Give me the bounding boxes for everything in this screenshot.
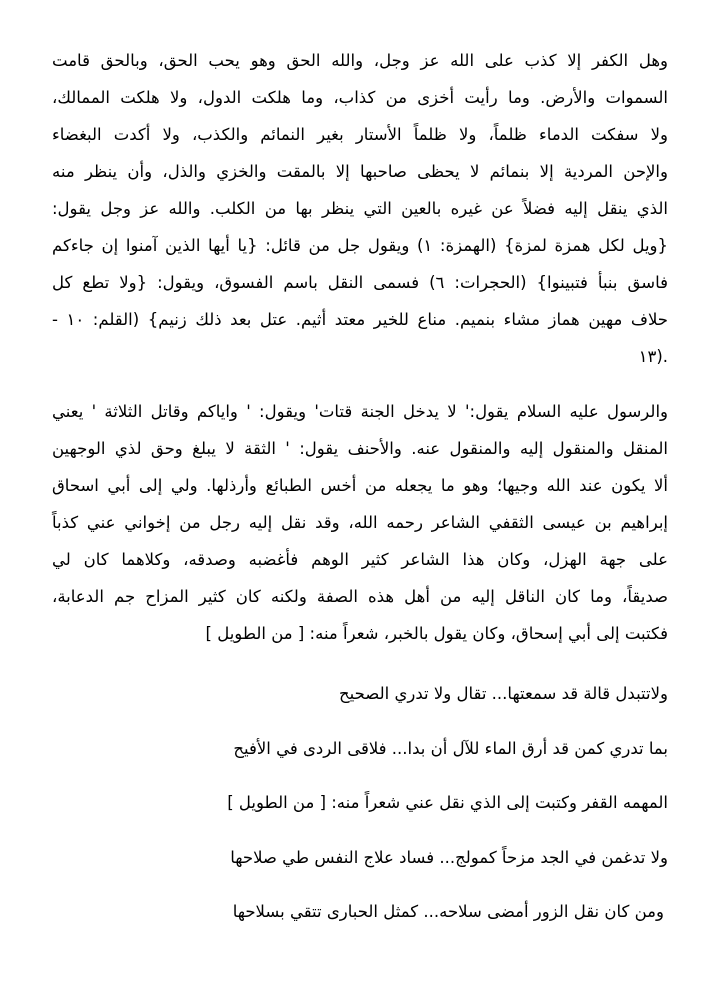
verse-line-1: ولاتتبدل قالة قد سمعتها... تقال ولا تدري الصحيح	[339, 684, 668, 703]
paragraph-1-line-3: ولا سفكت الدماء ظلماً، ولا ظلماً الأستار بغير النمائم والكذب، ولا أكدت البغضاء	[52, 125, 668, 144]
verse-line-4: ولا تدغمن في الجد مزحاً كمولج... فساد علاج النفس طي صلاحها	[230, 848, 668, 867]
paragraph-2-line-4: إبراهيم بن عيسى الثقفي الشاعر رحمه الله، وقد نقل إليه رجل من إخواني عني كذباً	[52, 513, 668, 532]
paragraph-1-line-1: وهل الكفر إلا كذب على الله عز وجل، والله الحق وهو يحب الحق، وبالحق قامت	[52, 51, 668, 70]
paragraph-2-line-7: فكتبت إلى أبي إسحاق، وكان يقول بالخبر، شعراً منه: [ من الطويل ]	[205, 624, 668, 643]
verse-line-2: بما تدري كمن قد أرق الماء للآل أن بدا... فلاقى الردى في الأفيح	[233, 739, 668, 758]
paragraph-1-line-6: {ويل لكل همزة لمزة} (الهمزة: ١) ويقول جل من قائل: {يا أيها الذين آمنوا إن جاءكم	[52, 236, 668, 255]
verse-line-5: ومن كان نقل الزور أمضى سلاحه... كمثل الحبارى تتقي بسلاحها	[232, 902, 664, 921]
paragraph-2-line-6: صديقاً، وما كان الناقل إليه من أهل هذه الصفة ولكنه كان كثير المزاح جم الدعابة،	[52, 587, 668, 606]
paragraph-1-line-7: فاسق بنبأ فتبينوا} (الحجرات: ٦) فسمى النقل باسم الفسوق، ويقول: {ولا تطع كل	[52, 273, 668, 292]
paragraph-1-line-4: والإحن المردية إلا بنمائم لا يحظى صاحبها إلا بالمقت والخزي والذل، وأن ينظر منه	[52, 162, 668, 181]
paragraph-2-line-5: على جهة الهزل، وكان هذا الشاعر كثير الوهم فأغضبه وصدقه، وكلاهما كان لي	[52, 550, 668, 569]
paragraph-2-line-1: والرسول عليه السلام يقول:' لا يدخل الجنة قتات' ويقول: ' واياكم وقاتل الثلاثة ' يعني	[52, 402, 668, 421]
document-page	[52, 0, 668, 1000]
paragraph-1-line-9: ١٣).	[638, 347, 668, 366]
paragraph-2-line-2: المنقل والمنقول إليه والمنقول عنه. والأحنف يقول: ' الثقة لا يبلغ وحق لذي الوجهين	[52, 439, 668, 458]
paragraph-1-line-5: الذي ينقل إليه فضلاً عن غيره بالعين التي ينظر بها من الكلب. والله عز وجل يقول:	[52, 199, 668, 218]
verse-line-3: المهمه القفر وكتبت إلى الذي نقل عني شعراً منه: [ من الطويل ]	[227, 793, 668, 812]
paragraph-1-line-2: السموات والأرض. وما رأيت أخزى من كذاب، وما هلكت الدول، ولا هلكت الممالك،	[52, 88, 668, 107]
paragraph-2-line-3: ألا يكون عند الله وجيها؛ وهو ما يجعله من أخس الطبائع وأرذلها. ولي إلى أبي اسحاق	[52, 476, 668, 495]
paragraph-1-line-8: حلاف مهين هماز مشاء بنميم. مناع للخير معتد أثيم. عتل بعد ذلك زنيم} (القلم: ١٠ -	[52, 310, 668, 329]
